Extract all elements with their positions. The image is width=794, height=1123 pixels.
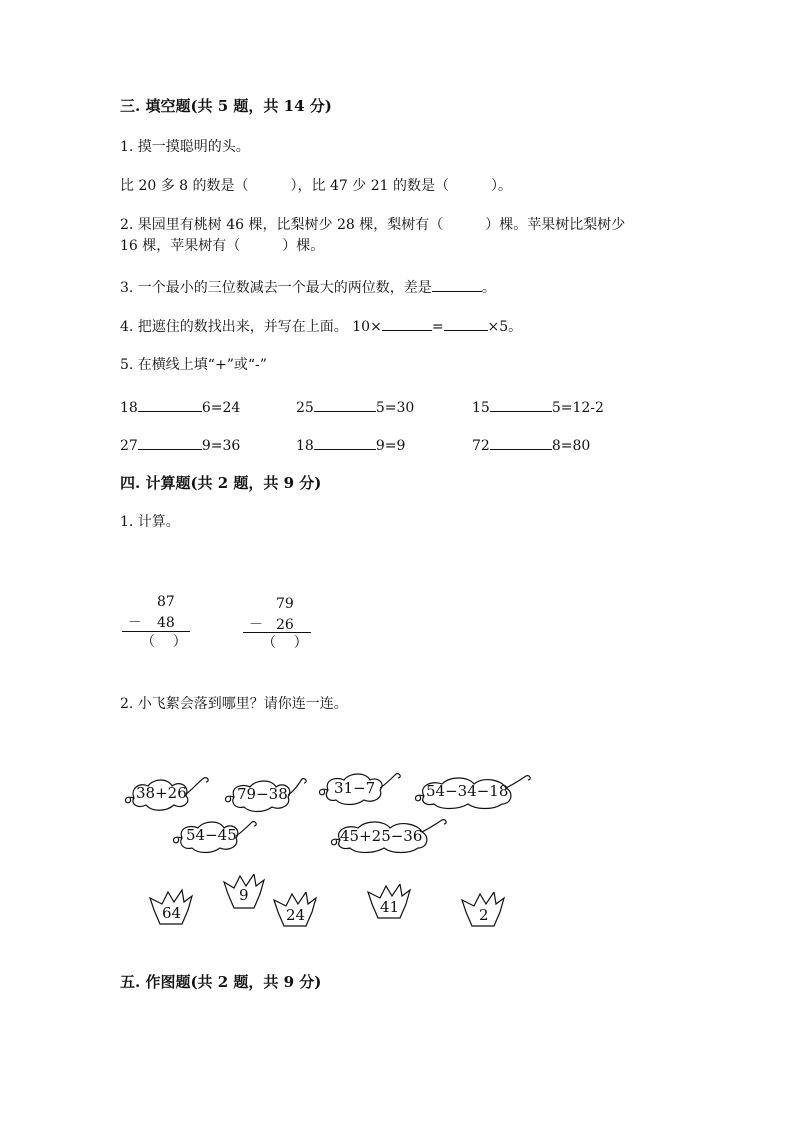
q3-line: [120, 277, 496, 297]
q5-item-6: [472, 435, 590, 455]
q3-text-b: 。: [481, 280, 496, 296]
q2-line-2: [120, 237, 324, 255]
q5-item-4-right: 9=36: [201, 438, 241, 454]
q5-item-4-blank[interactable]: [138, 435, 202, 450]
calc2-operator: －: [249, 617, 263, 633]
section4-heading: 四. 计算题(共 2 题，共 9 分): [120, 474, 322, 492]
q5-item-6-blank[interactable]: [490, 435, 552, 450]
q3-answer-blank[interactable]: [432, 277, 482, 292]
bowl-1-label: 64: [162, 904, 182, 922]
puff-5[interactable]: [168, 816, 260, 856]
bowl-4-label: 41: [380, 898, 400, 916]
q5-title: 5. 在横线上填“+”或“-”: [120, 357, 267, 373]
calc1-operator: －: [128, 615, 142, 631]
q5-item-5-right: 9=9: [375, 438, 406, 454]
q2-line-1: [120, 216, 625, 234]
puff-2[interactable]: [222, 775, 314, 815]
q5-item-1-blank[interactable]: [138, 397, 202, 412]
q5-item-4-left: 27: [120, 438, 138, 454]
calc1-bottom: 48: [157, 615, 175, 631]
puff-4-label: 54−34−18: [426, 782, 509, 800]
bowl-5[interactable]: [460, 892, 508, 930]
calc2-answer[interactable]: （ ）: [262, 635, 308, 651]
q1-line: [120, 177, 512, 195]
q5-item-5: [296, 435, 405, 455]
section5-heading: 五. 作图题(共 2 题，共 9 分): [120, 973, 322, 991]
q4-text-a: 4. 把遮住的数找出来，并写在上面。 10×: [120, 319, 382, 335]
bowl-3-label: 24: [286, 906, 306, 924]
q5-item-5-left: 18: [296, 438, 314, 454]
puff-2-label: 79−38: [237, 785, 288, 803]
q1-text-b: ），比 47 少 21 的数是（: [290, 178, 449, 194]
calc2-rule: [243, 632, 311, 633]
puff-1[interactable]: [120, 772, 212, 812]
puff-1-label: 38+26: [136, 784, 187, 802]
q5-item-2: [296, 397, 414, 417]
q2-text-b: ）棵。苹果树比梨树少: [485, 217, 626, 233]
q5-item-1: [120, 397, 240, 417]
calc2-bottom: 26: [276, 617, 294, 633]
bowl-5-label: 2: [479, 906, 489, 924]
q5-item-1-left: 18: [120, 400, 138, 416]
puff-4[interactable]: [410, 772, 534, 812]
q5-item-3: [472, 397, 604, 417]
puff-3[interactable]: [314, 770, 406, 808]
q4-text-c: ×5。: [487, 319, 523, 335]
puff-5-label: 54−45: [186, 826, 237, 844]
bowl-1[interactable]: [148, 888, 196, 928]
q5-item-2-left: 25: [296, 400, 314, 416]
q4-line: [120, 316, 522, 336]
q3-text-a: 3. 一个最小的三位数减去一个最大的两位数，差是: [120, 280, 432, 296]
puff-6[interactable]: [326, 818, 450, 858]
section3-heading: 三. 填空题(共 5 题，共 14 分): [120, 97, 332, 115]
puff-3-label: 31−7: [334, 779, 376, 797]
q1-text-c: ）。: [490, 178, 512, 194]
q4-answer-blank-2[interactable]: [444, 316, 488, 331]
calc1-rule: [122, 631, 190, 632]
q4-text-b: =: [431, 319, 444, 335]
q5-item-2-blank[interactable]: [314, 397, 376, 412]
q2-text-a: 2. 果园里有桃树 46 棵，比梨树少 28 棵，梨树有（: [120, 217, 444, 233]
q5-item-1-right: 6=24: [201, 400, 241, 416]
q1-title: 1. 摸一摸聪明的头。: [120, 139, 250, 155]
calc-title: 1. 计算。: [120, 514, 180, 530]
puff-6-label: 45+25−36: [340, 827, 423, 845]
q5-item-2-right: 5=30: [375, 400, 415, 416]
bowl-3[interactable]: [272, 892, 320, 930]
bowl-2[interactable]: [222, 874, 268, 912]
q5-item-4: [120, 435, 240, 455]
q2-text-d: ）棵。: [282, 238, 325, 254]
q5-item-6-right: 8=80: [551, 438, 591, 454]
q5-item-3-right: 5=12-2: [551, 400, 604, 416]
q1-text-a: 比 20 多 8 的数是（: [120, 178, 249, 194]
q5-item-3-blank[interactable]: [490, 397, 552, 412]
calc1-top: 87: [157, 594, 175, 610]
q4-answer-blank-1[interactable]: [382, 316, 432, 331]
match-title: 2. 小飞絮会落到哪里？请你连一连。: [120, 696, 348, 712]
bowl-4[interactable]: [366, 884, 414, 922]
q5-item-5-blank[interactable]: [314, 435, 376, 450]
calc2-top: 79: [276, 596, 294, 612]
q2-text-c: 16 棵，苹果树有（: [120, 238, 241, 254]
q5-item-6-left: 72: [472, 438, 490, 454]
q5-item-3-left: 15: [472, 400, 490, 416]
bowl-2-label: 9: [239, 886, 249, 904]
calc1-answer[interactable]: （ ）: [141, 634, 187, 650]
